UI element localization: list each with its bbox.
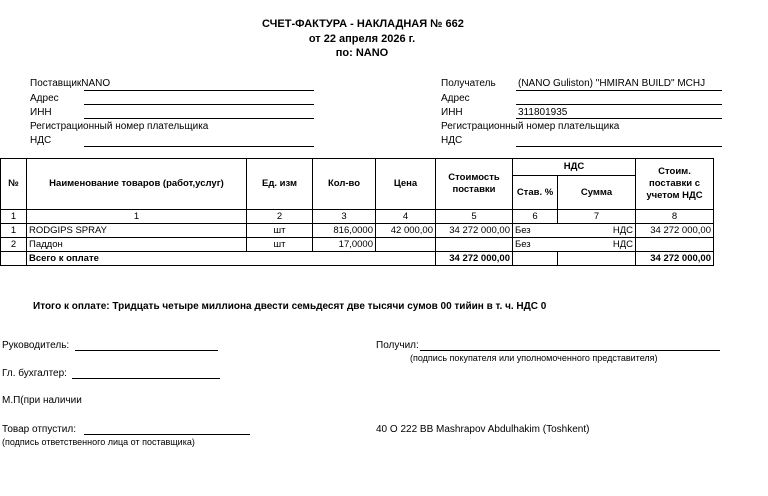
total-label: Всего к оплате bbox=[27, 252, 436, 266]
table-total-row bbox=[1, 252, 714, 266]
recipient-address-line bbox=[516, 104, 722, 105]
stamp-label: М.П(при наличии bbox=[2, 395, 82, 406]
header-cost: Стоимость поставки bbox=[436, 159, 513, 210]
supplier-label: Поставщик bbox=[30, 78, 82, 89]
row-price bbox=[376, 238, 436, 252]
recipient-reg-label: Регистрационный номер плательщика bbox=[441, 121, 620, 132]
recipient-label: Получатель bbox=[441, 78, 496, 89]
accountant-line bbox=[72, 378, 220, 379]
director-label: Руководитель: bbox=[2, 340, 70, 351]
header-vat-rate: Став. % bbox=[513, 176, 558, 210]
row-total: 34 272 000,00 bbox=[636, 224, 714, 238]
row-name: RODGIPS SPRAY bbox=[27, 224, 247, 238]
col-number: 6 bbox=[513, 210, 558, 224]
accountant-label: Гл. бухгалтер: bbox=[2, 368, 67, 379]
col-number: 7 bbox=[558, 210, 636, 224]
row-qty: 816,0000 bbox=[313, 224, 376, 238]
table-row bbox=[1, 238, 714, 252]
supplier-value: NANO bbox=[81, 78, 111, 89]
director-line bbox=[75, 350, 218, 351]
released-note: (подпись ответственного лица от поставщика) bbox=[2, 437, 195, 447]
col-number: 1 bbox=[1, 210, 27, 224]
row-vat-sum: НДС bbox=[558, 238, 636, 252]
received-line bbox=[420, 350, 720, 351]
row-name: Паддон bbox=[27, 238, 247, 252]
supplier-inn-label: ИНН bbox=[30, 107, 52, 118]
table-header-row bbox=[1, 159, 714, 176]
supplier-inn-line bbox=[84, 118, 314, 119]
invoice-table bbox=[0, 158, 714, 266]
col-number: 1 bbox=[27, 210, 247, 224]
supplier-vat-line bbox=[84, 146, 314, 147]
released-label: Товар отпустил: bbox=[2, 424, 76, 435]
document-date: от 22 апреля 2026 г. bbox=[308, 33, 416, 45]
row-total bbox=[636, 238, 714, 252]
row-cost: 34 272 000,00 bbox=[436, 224, 513, 238]
supplier-vat-label: НДС bbox=[30, 135, 52, 146]
row-num: 1 bbox=[1, 224, 27, 238]
col-number: 8 bbox=[636, 210, 714, 224]
header-qty: Кол-во bbox=[313, 159, 376, 210]
supplier-row bbox=[30, 78, 110, 89]
table-row bbox=[1, 224, 714, 238]
courier-info: 40 O 222 BB Mashrapov Abdulhakim (Toshkent) bbox=[376, 424, 590, 435]
header-num: № bbox=[1, 159, 27, 210]
supplier-address-label: Адрес bbox=[30, 93, 59, 104]
row-vat-sum: НДС bbox=[558, 224, 636, 238]
column-number-row bbox=[1, 210, 714, 224]
document-title: СЧЕТ-ФАКТУРА - НАКЛАДНАЯ № 662 bbox=[262, 18, 464, 30]
row-vat-rate: Без bbox=[513, 238, 558, 252]
col-number: 5 bbox=[436, 210, 513, 224]
col-number: 2 bbox=[247, 210, 313, 224]
header-unit: Ед. изм bbox=[247, 159, 313, 210]
header-name: Наименование товаров (работ,услуг) bbox=[27, 159, 247, 210]
row-cost bbox=[436, 238, 513, 252]
total-sum: 34 272 000,00 bbox=[636, 252, 714, 266]
recipient-inn-value: 311801935 bbox=[518, 107, 568, 118]
total-cost: 34 272 000,00 bbox=[436, 252, 513, 266]
row-num: 2 bbox=[1, 238, 27, 252]
received-label: Получил: bbox=[376, 340, 419, 351]
header-price: Цена bbox=[376, 159, 436, 210]
supplier-reg-label: Регистрационный номер плательщика bbox=[30, 121, 209, 132]
supplier-underline bbox=[84, 90, 314, 91]
document-issuer: по: NANO bbox=[335, 47, 389, 59]
row-unit: шт bbox=[247, 238, 313, 252]
header-total: Стоим. поставки с учетом НДС bbox=[636, 159, 714, 210]
recipient-address-label: Адрес bbox=[441, 93, 470, 104]
released-line bbox=[84, 434, 250, 435]
amount-in-words: Итого к оплате: Тридцать четыре миллиона двести семьдесят две тысячи сумов 00 тийин в т. ч. НДС 0 bbox=[33, 301, 547, 312]
header-vat-sum: Сумма bbox=[558, 176, 636, 210]
col-number: 4 bbox=[376, 210, 436, 224]
col-number: 3 bbox=[313, 210, 376, 224]
recipient-vat-label: НДС bbox=[441, 135, 463, 146]
header-vat: НДС bbox=[513, 159, 636, 176]
recipient-inn-label: ИНН bbox=[441, 107, 463, 118]
recipient-underline bbox=[516, 90, 722, 91]
recipient-inn-line bbox=[516, 118, 722, 119]
row-vat-rate: Без bbox=[513, 224, 558, 238]
supplier-address-line bbox=[84, 104, 314, 105]
recipient-vat-line bbox=[516, 146, 722, 147]
row-qty: 17,0000 bbox=[313, 238, 376, 252]
recipient-value: (NANO Guliston) "HMIRAN BUILD" MCHJ bbox=[518, 78, 706, 89]
row-unit: шт bbox=[247, 224, 313, 238]
received-note: (подпись покупателя или уполномоченного представителя) bbox=[410, 353, 658, 363]
row-price: 42 000,00 bbox=[376, 224, 436, 238]
